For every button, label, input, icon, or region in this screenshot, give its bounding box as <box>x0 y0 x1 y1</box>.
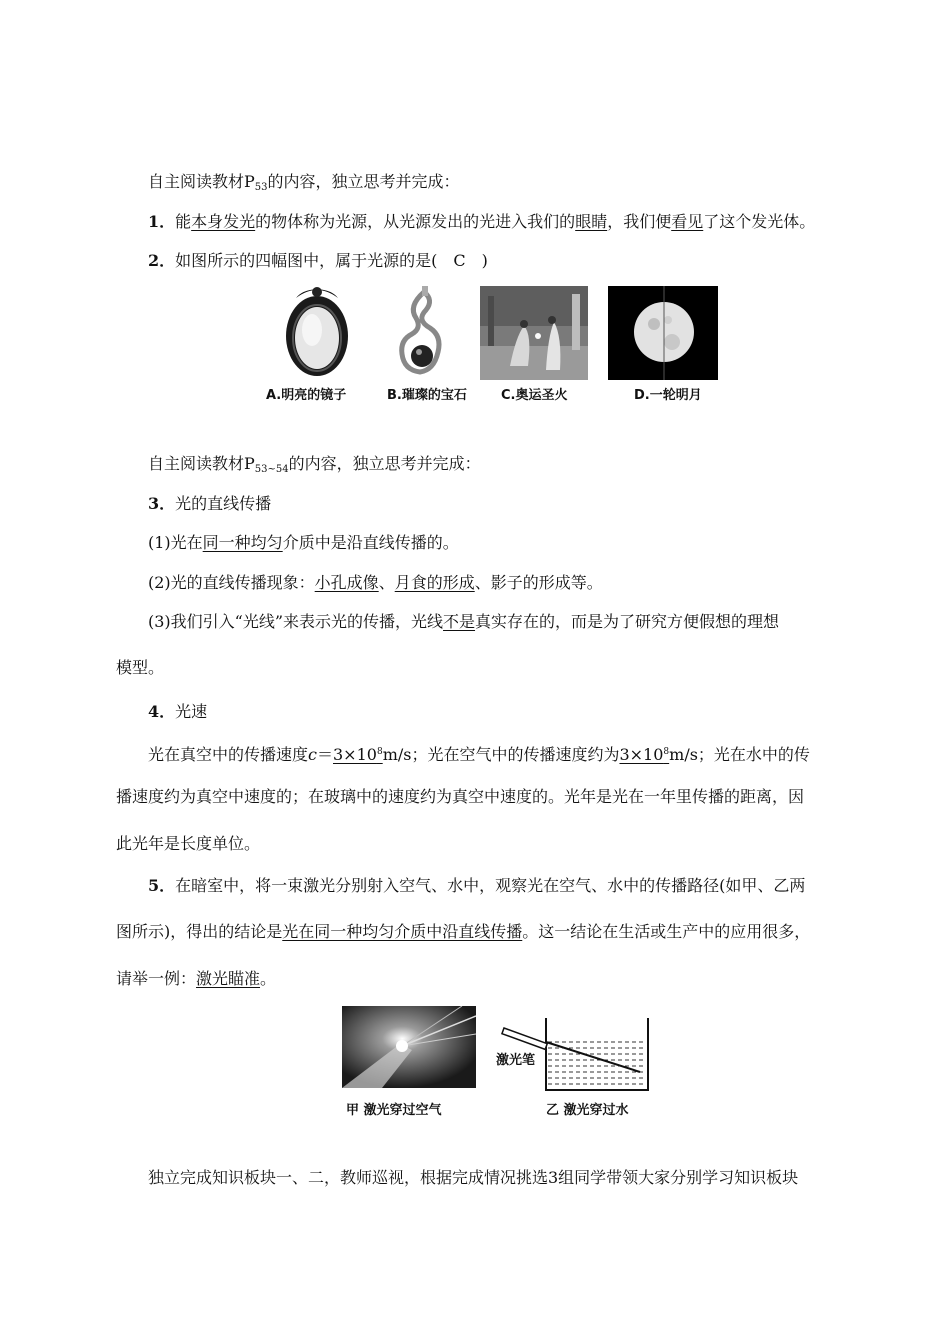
answer-blank: 激光瞄准 <box>196 969 261 988</box>
answer-blank: 本身发光 <box>191 212 256 231</box>
question-4-line-3: 此光年是长度单位。 <box>116 834 261 853</box>
answer-blank: 月食的形成 <box>394 573 475 592</box>
section1-intro: 自主阅读教材$P_{53}$的内容，独立思考并完成： <box>148 172 460 193</box>
laser-pen-label: 激光笔 <box>496 1053 536 1068</box>
laser-in-air-image <box>342 1006 476 1088</box>
caption-yi: 乙 激光穿过水 <box>546 1103 629 1118</box>
question-3-title: 3．光的直线传播 <box>148 494 272 513</box>
gem-pendant-image <box>392 286 452 380</box>
answer-blank: 同一种均匀 <box>202 533 283 552</box>
question-4-line-1: 光在真空中的传播速度$c=3\times 10^8m/s$；光在空气中的传播速度约为$3\times 10^8m/s$；光在水中的传 <box>148 745 810 764</box>
question-5-line-3: 请举一例：激光瞄准。 <box>116 969 277 988</box>
caption-c: C.奥运圣火 <box>501 388 568 403</box>
full-moon-image <box>608 286 718 380</box>
footer-text: 独立完成知识板块一、二，教师巡视，根据完成情况挑选3组同学带领大家分别学习知识板块 <box>148 1168 799 1187</box>
question-3-part-3-cont: 模型。 <box>116 658 165 677</box>
question-4-title: 4．光速 <box>148 702 208 721</box>
question-2: 2．如图所示的四幅图中，属于光源的是( C ) <box>148 251 488 270</box>
question-3-part-2: (2)光的直线传播现象：小孔成像、月食的形成、影子的形成等。 <box>148 573 603 592</box>
caption-b: B.璀璨的宝石 <box>387 388 467 403</box>
answer-blank: $3\times 10^8$ <box>619 745 670 764</box>
answer-blank: 看见 <box>671 212 704 231</box>
question-5-line-1: 5．在暗室中，将一束激光分别射入空气、水中，观察光在空气、水中的传播路径(如甲、乙两 <box>148 876 806 895</box>
answer-blank: $3\times 10^8$ <box>333 745 383 764</box>
question-5-line-2: 图所示)，得出的结论是光在同一种均匀介质中沿直线传播。这一结论在生活或生产中的应用很多， <box>116 922 811 941</box>
answer-blank: 眼睛 <box>575 212 608 231</box>
caption-a: A.明亮的镜子 <box>266 388 347 403</box>
mirror-image <box>282 286 352 380</box>
answer-blank: 光在同一种均匀介质中沿直线传播 <box>282 922 523 941</box>
question-3-part-1: (1)光在同一种均匀介质中是沿直线传播的。 <box>148 533 459 552</box>
answer-blank: 小孔成像 <box>314 573 379 592</box>
caption-d: D.一轮明月 <box>634 388 702 403</box>
olympic-flame-image <box>480 286 588 380</box>
section2-intro: 自主阅读教材$P_{53\sim 54}$的内容，独立思考并完成： <box>148 454 481 475</box>
answer-blank: 不是 <box>443 612 476 631</box>
question-1: 1．能本身发光的物体称为光源，从光源发出的光进入我们的眼睛，我们便看见了这个发光体。 <box>148 212 816 231</box>
question-3-part-3: (3)我们引入“光线”来表示光的传播，光线不是真实存在的，而是为了研究方便假想的理想 <box>148 612 780 631</box>
caption-jia: 甲 激光穿过空气 <box>346 1103 442 1118</box>
question-4-line-2: 播速度约为真空中速度的；在玻璃中的速度约为真空中速度的。光年是光在一年里传播的距离，因 <box>116 787 805 806</box>
